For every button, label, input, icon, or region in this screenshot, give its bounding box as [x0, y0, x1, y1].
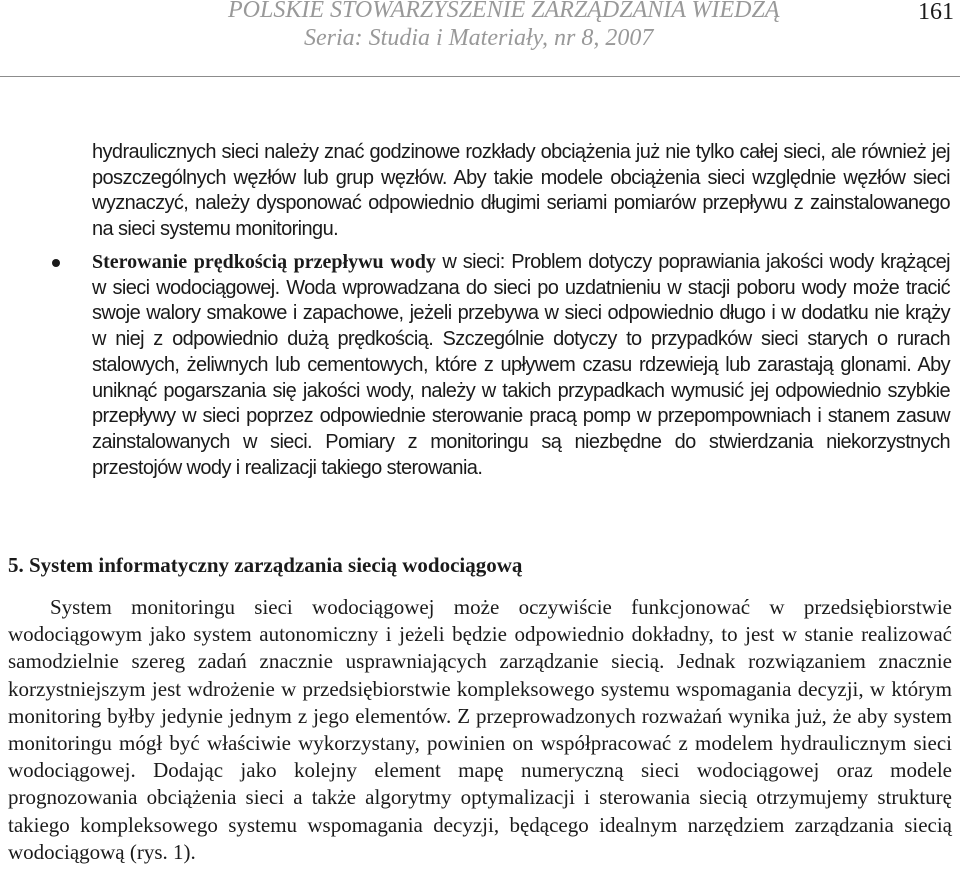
section-heading: 5. System informatyczny zarządzania siecią wodociągową [8, 553, 523, 577]
bullet-text: w sieci: Problem dotyczy poprawiania jakości wody krążącej w sieci wodociągowej. Woda wprowadzana do sieci po uzdatnieniu w stacji poboru wody może tracić swoje walory smakowe i zapachowe, jeżeli przebywa w sieci odpowiednio długo i w dodatku nie krąży w niej z odpowiednio dużą prędkością. Szczególnie dotyczy to przypadków sieci starych o rurach stalowych, żeliwnych lub cementowych, które z upływem czasu rdzewieją lub zarastają glonami. Aby uniknąć pogarszania się jakości wody, należy w takich przypadkach wymusić jej odpowiednio szybkie przepływy w sieci poprzez odpowiednie sterowanie pracą pomp w przepompowniach i stanem zasuw zainstalowanych w sieci. Pomiary z monitoringu są niezbędne do stwierdzania niekorzystnych przestojów wody i realizacji takiego sterowania. [92, 251, 950, 479]
series-title: Seria: Studia i Materiały, nr 8, 2007 [304, 25, 654, 51]
journal-title: POLSKIE STOWARZYSZENIE ZARZĄDZANIA WIEDZĄ [228, 0, 780, 23]
bullet-item [92, 250, 950, 481]
header-divider [0, 76, 960, 77]
page-number: 161 [918, 0, 954, 25]
bullet-icon [52, 259, 60, 267]
section-body: System monitoringu sieci wodociągowej może oczywiście funkcjonować w przedsiębiorstwie wodociągowym jako system autonomiczny i jeżeli będzie odpowiednio dokładny, to jest w stanie realizować samodzielnie szereg zadań znacznie usprawniających zarządzanie siecią. Jednak rozwiązaniem znacznie korzystniejszym jest wdrożenie w przedsiębiorstwie kompleksowego systemu wspomagania decyzji, w którym monitoring byłby jedynie jednym z jego elementów. Z przeprowadzonych rozważań wynika już, że aby system monitoringu mógł być właściwie wykorzystany, powinien on współpracować z modelem hydraulicznym sieci wodociągowej. Dodając jako kolejny element mapę numeryczną sieci wodociągowej oraz modele prognozowania obciążenia sieci a także algorytmy optymalizacji i sterowania siecią otrzymujemy strukturę takiego kompleksowego systemu wspomagania decyzji, będącego idealnym narzędziem zarządzania siecią wodociągową (rys. 1). [8, 595, 952, 864]
bullet-heading: Sterowanie prędkością przepływu wody [92, 251, 436, 273]
page-header [0, 0, 960, 80]
continuation-paragraph: hydraulicznych sieci należy znać godzinowe rozkłady obciążenia już nie tylko całej sieci, ale również jej poszczególnych węzłów lub grup węzłów. Aby takie modele obciążenia sieci względnie węzłów sieci wyznaczyć, należy dysponować odpowiednio długimi seriami pomiarów przepływu z zainstalowanego na sieci systemu monitoringu. [92, 141, 950, 241]
